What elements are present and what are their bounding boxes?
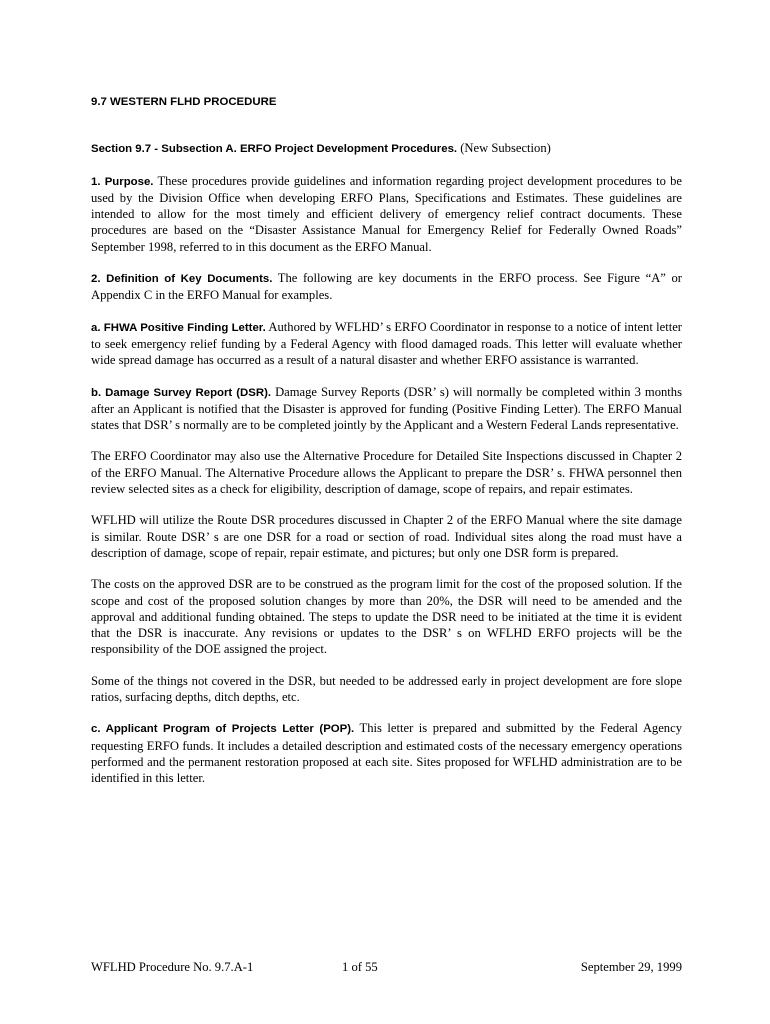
paragraph-pop-letter: [91, 720, 682, 786]
paragraph-text: These procedures provide guidelines and information regarding project development procedures to be used by the Division Office when developing ERFO Plans, Specifications and Estimates. These guidelines are intended to allow for the most timely and efficient delivery of emergency relief contract documents. These procedures are based on the “Disaster Assistance Manual for Emergency Relief for Federally Owned Roads” September 1998, referred to in this document as the ERFO Manual.: [91, 173, 682, 254]
paragraph-dsr: [91, 384, 682, 434]
footer-page-number: 1 of 55: [342, 960, 378, 974]
paragraph-key-documents: [91, 270, 682, 304]
section-heading: [91, 140, 682, 157]
paragraph-purpose: [91, 173, 682, 255]
paragraph-label: 2. Definition of Key Documents.: [91, 273, 273, 286]
paragraph-text: Damage Survey Reports (DSR’ s) will normally be completed within 3 months after an Applicant is notified that the Disaster is approved for funding (Positive Finding Letter). The ERFO Manual states that DSR’ s normally are to be completed jointly by the Applicant and a Western Federal Lands representative.: [91, 384, 682, 433]
footer-procedure-number: WFLHD Procedure No. 9.7.A-1: [91, 960, 254, 974]
document-title-text: 9.7 WESTERN FLHD PROCEDURE: [91, 96, 277, 108]
paragraph-label: 1. Purpose.: [91, 175, 154, 188]
paragraph-text: The ERFO Coordinator may also use the Alternative Procedure for Detailed Site Inspections discussed in Chapter 2 of the ERFO Manual. The Alternative Procedure allows the Applicant to prepare the DSR’ s. FHWA personnel then review selected sites as a check for eligibility, description of damage, scope of repairs, and repair estimates.: [91, 449, 682, 497]
paragraph-text: The costs on the approved DSR are to be construed as the program limit for the cost of the proposed solution. If the scope and cost of the proposed solution changes by more than 20%, the DSR will need to be amended and the approval and additional funding obtained. The steps to update the DSR need to be initiated at the time it is evident that the DSR is inaccurate. Any revisions or updates to the DSR’ s on WFLHD ERFO projects will be the responsibility of the DOE assigned the project.: [91, 577, 682, 657]
paragraph-alternative-procedure: [91, 448, 682, 497]
section-heading-text: Section 9.7 - Subsection A. ERFO Project Development Procedures.: [91, 143, 458, 156]
page-footer: [91, 960, 682, 978]
footer-date: September 29, 1999: [580, 960, 682, 974]
paragraph-positive-finding: [91, 319, 682, 369]
paragraph-label: c. Applicant Program of Projects Letter (POP).: [91, 723, 355, 736]
paragraph-not-covered: [91, 673, 682, 706]
paragraph-label: b. Damage Survey Report (DSR).: [91, 386, 272, 399]
paragraph-text: WFLHD will utilize the Route DSR procedures discussed in Chapter 2 of the ERFO Manual where the site damage is similar. Route DSR’ s are one DSR for a road or section of road. Individual sites along the road must have a description of damage, scope of repair, repair estimate, and pictures; but only one DSR form is prepared.: [91, 513, 682, 560]
paragraph-route-dsr: [91, 512, 682, 561]
paragraph-dsr-costs: [91, 576, 682, 657]
paragraph-text: Authored by WFLHD’ s ERFO Coordinator in response to a notice of intent letter to seek emergency relief funding by a Federal Agency with flood damaged roads. This letter will evaluate whether wide spread damage has occurred as a result of a natural disaster and whether ERFO assistance is warranted.: [91, 319, 682, 368]
paragraph-text: This letter is prepared and submitted by the Federal Agency requesting ERFO funds. It includes a detailed description and estimated costs of the necessary emergency operations performed and the permanent restoration proposed at each site. Sites proposed for WFLHD administration are to be identified in this letter.: [91, 721, 682, 786]
document-body: [91, 93, 682, 787]
paragraph-text: Some of the things not covered in the DSR, but needed to be addressed early in project development are fore slope ratios, surfacing depths, ditch depths, etc.: [91, 673, 682, 705]
paragraph-text: The following are key documents in the ERFO process. See Figure “A” or Appendix C in the ERFO Manual for examples.: [91, 271, 682, 303]
document-title: [91, 93, 682, 110]
paragraph-label: a. FHWA Positive Finding Letter.: [91, 321, 266, 334]
section-note: (New Subsection): [460, 141, 551, 156]
